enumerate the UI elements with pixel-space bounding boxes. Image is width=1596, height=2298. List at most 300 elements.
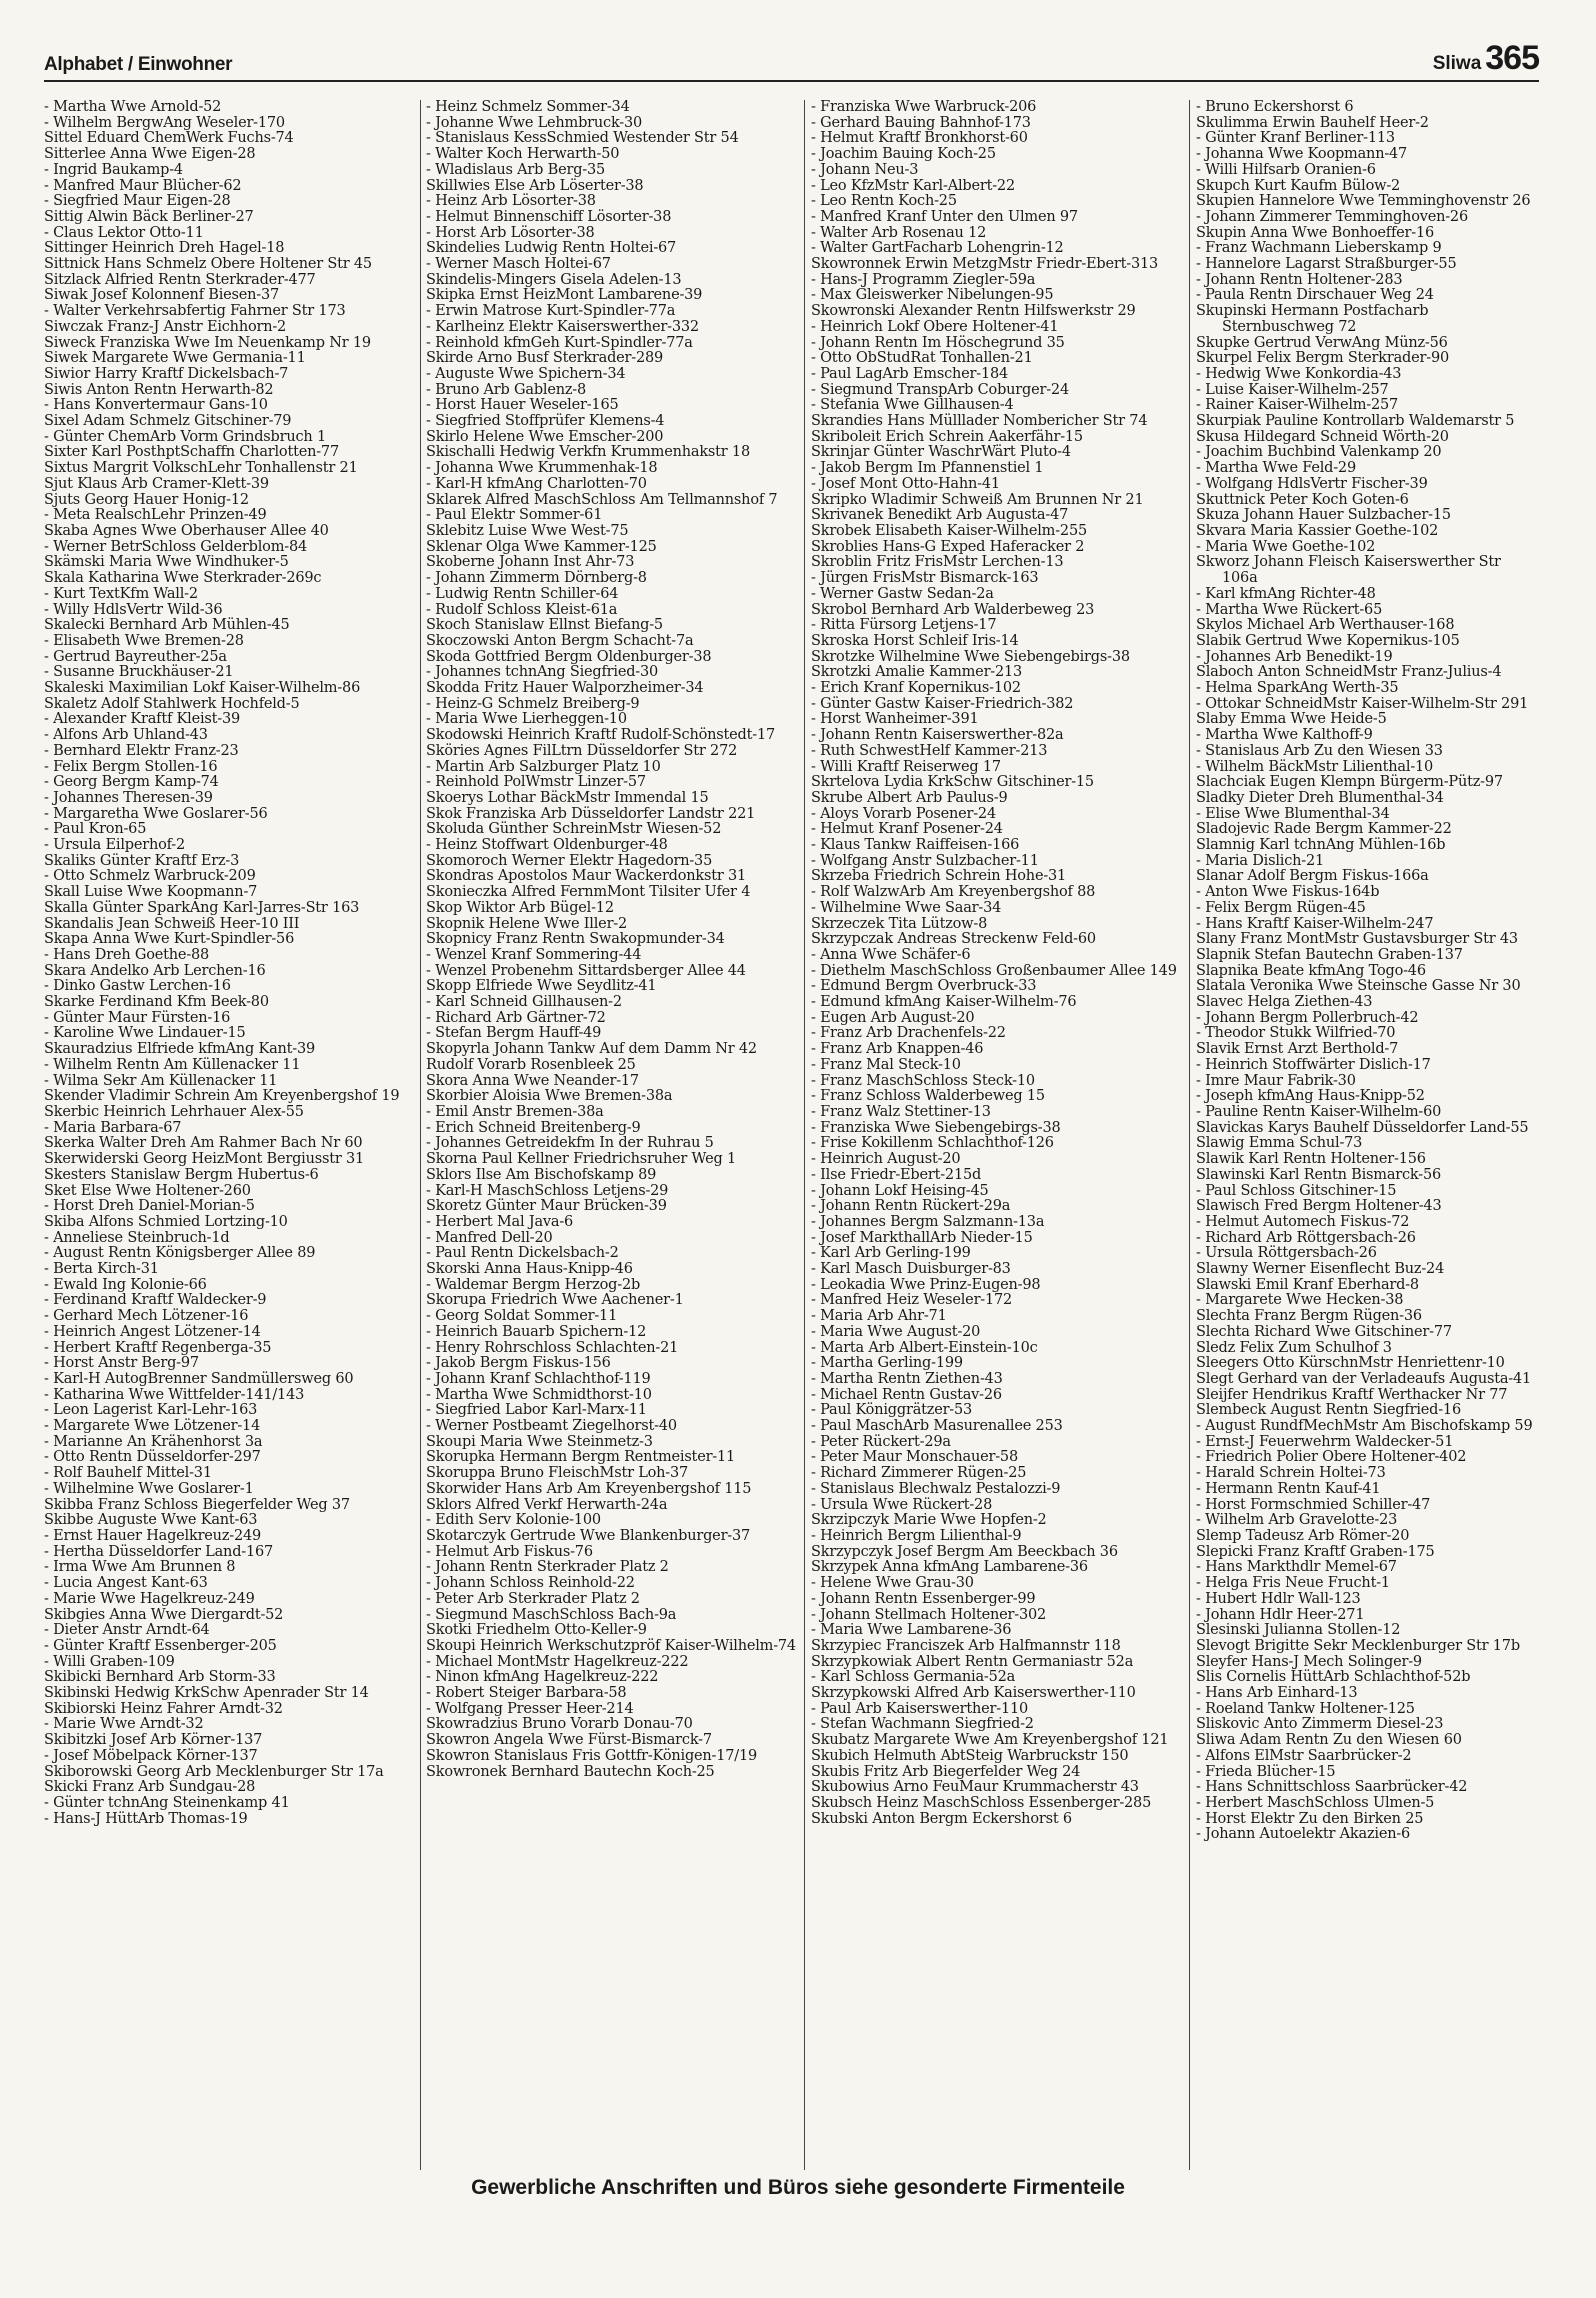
directory-entry: - Hermann Rentn Kauf-41 xyxy=(1196,1480,1381,1497)
directory-entry: Skrobek Elisabeth Kaiser-Wilhelm-255 xyxy=(811,522,1088,539)
directory-entry: - Franziska Wwe Siebengebirgs-38 xyxy=(811,1119,1061,1136)
directory-entry: Skandalis Jean Schweiß Heer-10 III xyxy=(44,915,300,932)
directory-entry: Skischalli Hedwig Verkfn Krummenhakstr 18 xyxy=(426,444,750,461)
directory-entry: - Wilma Sekr Am Küllenacker 11 xyxy=(44,1072,278,1089)
directory-entry: - Maria Wwe Lambarene-36 xyxy=(811,1622,1012,1639)
directory-entry: Skuza Johann Hauer Sulzbacher-15 xyxy=(1196,507,1451,524)
directory-entry: Slepicki Franz Kraftf Graben-175 xyxy=(1196,1543,1435,1560)
directory-entry: Slechta Richard Wwe Gitschiner-77 xyxy=(1196,1323,1452,1340)
directory-entry: - Henry Rohrschloss Schlachten-21 xyxy=(426,1339,679,1356)
directory-entry: - Karl Schneid Gillhausen-2 xyxy=(426,994,622,1011)
directory-entry: - Josef MarkthallArb Nieder-15 xyxy=(811,1229,1033,1246)
directory-entry: - Hans Arb Einhard-13 xyxy=(1196,1685,1358,1702)
directory-entry: - Karl-H MaschSchloss Letjens-29 xyxy=(426,1182,669,1199)
directory-entry: - Anna Wwe Schäfer-6 xyxy=(811,946,971,963)
directory-entry: - Franz Mal Steck-10 xyxy=(811,1056,961,1073)
directory-entry: Skibitzki Josef Arb Körner-137 xyxy=(44,1732,263,1749)
directory-entry: - Meta RealschLehr Prinzen-49 xyxy=(44,507,267,524)
directory-entry: Sklarek Alfred MaschSchloss Am Tellmannshof 7 xyxy=(426,491,778,508)
directory-entry: - Horst Wanheimer-391 xyxy=(811,711,979,728)
directory-entry: - Herbert Kraftf Regenberga-35 xyxy=(44,1339,272,1356)
directory-entry: - Reinhold PolWmstr Linzer-57 xyxy=(426,774,646,791)
directory-entry: - Werner Masch Holtei-67 xyxy=(426,256,611,273)
directory-entry: Slesinski Julianna Stollen-12 xyxy=(1196,1622,1401,1639)
directory-entry: - Stanislaus KessSchmied Westender Str 54 xyxy=(426,130,739,147)
directory-entry: - Peter Maur Monschauer-58 xyxy=(811,1449,1018,1466)
directory-entry: - Stefan Wachmann Siegfried-2 xyxy=(811,1716,1034,1733)
directory-entry: Skvara Maria Kassier Goethe-102 xyxy=(1196,522,1439,539)
directory-entry: Sleijfer Hendrikus Kraftf Werthacker Nr 77 xyxy=(1196,1386,1508,1403)
directory-entry: - Paul Schloss Gitschiner-15 xyxy=(1196,1182,1397,1199)
directory-entry: - Johann Autoelektr Akazien-6 xyxy=(1196,1826,1411,1843)
directory-entry: - Wolfgang HdlsVertr Fischer-39 xyxy=(1196,475,1428,492)
directory-entry: - Irma Wwe Am Brunnen 8 xyxy=(44,1559,236,1576)
directory-entry: - Walter GartFacharb Lohengrin-12 xyxy=(811,240,1064,257)
directory-entry: Slis Cornelis HüttArb Schlachthof-52b xyxy=(1196,1669,1471,1686)
directory-entry: - Felix Bergm Stollen-16 xyxy=(44,758,218,775)
directory-entry: - Paul Arb Kaiserswerther-110 xyxy=(811,1700,1029,1717)
directory-entry: Slegt Gerhard van der Verladeaufs Augusta-41 xyxy=(1196,1370,1532,1387)
directory-entry: - Karl-H kfmAng Charlotten-70 xyxy=(426,475,647,492)
directory-entry: - Josef Möbelpack Körner-137 xyxy=(44,1747,258,1764)
directory-entry: - Erich Kranf Kopernikus-102 xyxy=(811,680,1021,697)
directory-entry: - Johannes Theresen-39 xyxy=(44,789,213,806)
directory-entry: Skauradzius Elfriede kfmAng Kant-39 xyxy=(44,1041,316,1058)
directory-entry: - Maria Dislich-21 xyxy=(1196,852,1325,869)
directory-entry: Slabik Gertrud Wwe Kopernikus-105 xyxy=(1196,632,1460,649)
directory-entry: - Franz Schloss Walderbeweg 15 xyxy=(811,1088,1045,1105)
directory-entry: - Siegfried Labor Karl-Marx-11 xyxy=(426,1402,647,1419)
directory-entry: Skotarczyk Gertrude Wwe Blankenburger-37 xyxy=(426,1527,751,1544)
directory-entry: - Günter Maur Fürsten-16 xyxy=(44,1009,231,1026)
directory-entry: - August Rentn Königsberger Allee 89 xyxy=(44,1245,316,1262)
directory-entry: Skriboleit Erich Schrein Aakerfähr-15 xyxy=(811,428,1083,445)
directory-entry: - Johann Hdlr Heer-271 xyxy=(1196,1606,1365,1623)
directory-entry: - Anton Wwe Fiskus-164b xyxy=(1196,884,1380,901)
directory-entry: - Otto ObStudRat Tonhallen-21 xyxy=(811,350,1033,367)
directory-entry: Skibbe Auguste Wwe Kant-63 xyxy=(44,1512,258,1529)
directory-entry: - Ursula Wwe Rückert-28 xyxy=(811,1496,993,1513)
directory-entry: - Hans Kraftf Kaiser-Wilhelm-247 xyxy=(1196,915,1434,932)
directory-entry: Skoupi Heinrich Werkschutzpröf Kaiser-Wilhelm-74 xyxy=(426,1637,796,1654)
directory-entry: - Helmut Binnenschiff Lösorter-38 xyxy=(426,208,672,225)
directory-entry: - Claus Lektor Otto-11 xyxy=(44,224,204,241)
directory-entry: Skowradzius Bruno Vorarb Donau-70 xyxy=(426,1716,693,1733)
directory-entry: - Wladislaus Arb Berg-35 xyxy=(426,161,606,178)
directory-entry: - Robert Steiger Barbara-58 xyxy=(426,1685,627,1702)
directory-entry: Skerbic Heinrich Lehrhauer Alex-55 xyxy=(44,1104,304,1120)
directory-entry: - Hans Konvertermaur Gans-10 xyxy=(44,397,268,414)
directory-entry: Slevogt Brigitte Sekr Mecklenburger Str 17b xyxy=(1196,1637,1520,1654)
directory-entry: - Martha Wwe Rückert-65 xyxy=(1196,601,1383,618)
directory-entry: Skomoroch Werner Elektr Hagedorn-35 xyxy=(426,852,713,869)
directory-entry: - Karoline Wwe Lindauer-15 xyxy=(44,1025,246,1042)
directory-entry: - Johann Bergm Pollerbruch-42 xyxy=(1196,1009,1419,1026)
directory-entry: - Johann Kranf Schlachthof-119 xyxy=(426,1370,651,1387)
directory-entry: Skrzypczak Andreas Streckenw Feld-60 xyxy=(811,931,1096,948)
directory-entry: - Ingrid Baukamp-4 xyxy=(44,161,183,178)
directory-entry: Skrzeczek Tita Lützow-8 xyxy=(811,915,988,932)
directory-entry: - Franziska Wwe Warbruck-206 xyxy=(811,100,1037,115)
directory-entry: - Margarete Wwe Hecken-38 xyxy=(1196,1292,1404,1309)
directory-entry: - Josef Mont Otto-Hahn-41 xyxy=(811,475,1000,492)
directory-entry: - Johannes Arb Benedikt-19 xyxy=(1196,648,1393,665)
directory-entry: - Auguste Wwe Spichern-34 xyxy=(426,365,626,382)
directory-entry: Skusa Hildegard Schneid Wörth-20 xyxy=(1196,428,1449,445)
directory-entry: - Horst Hauer Weseler-165 xyxy=(426,397,619,414)
directory-entry: - Johannes tchnAng Siegfried-30 xyxy=(426,664,659,681)
directory-entry: Skoda Gottfried Bergm Oldenburger-38 xyxy=(426,648,712,665)
directory-entry: Sixel Adam Schmelz Gitschiner-79 xyxy=(44,413,292,430)
directory-entry: - Wolfgang Presser Heer-214 xyxy=(426,1700,634,1717)
directory-entry: Skora Anna Wwe Neander-17 xyxy=(426,1072,639,1089)
directory-entry: - Siegmund TranspArb Coburger-24 xyxy=(811,381,1069,398)
directory-entry: Skondras Apostolos Maur Wackerdonkstr 31 xyxy=(426,868,747,885)
directory-entry: Skurpel Felix Bergm Sterkrader-90 xyxy=(1196,350,1449,367)
directory-entry: Skorski Anna Haus-Knipp-46 xyxy=(426,1261,633,1278)
directory-entry: - Marie Wwe Hagelkreuz-249 xyxy=(44,1590,255,1607)
directory-entry: Sleegers Otto KürschnMstr Henriettenr-10 xyxy=(1196,1355,1505,1372)
directory-entry: - Maria Wwe Goethe-102 xyxy=(1196,538,1376,555)
directory-entry: - Frieda Blücher-15 xyxy=(1196,1763,1336,1780)
directory-entry: - Manfred Heiz Weseler-172 xyxy=(811,1292,1013,1309)
directory-entry: - Hubert Hdlr Wall-123 xyxy=(1196,1590,1361,1607)
directory-column-4 xyxy=(1196,100,1539,2170)
directory-entry: Sleyfer Hans-J Mech Solinger-9 xyxy=(1196,1653,1422,1670)
directory-entry: Skopnik Helene Wwe Iller-2 xyxy=(426,915,628,932)
directory-entry: - Imre Maur Fabrik-30 xyxy=(1196,1072,1356,1089)
directory-entry: - Wilhelm BergwAng Weseler-170 xyxy=(44,114,285,131)
directory-entry: - Klaus Tankw Raiffeisen-166 xyxy=(811,837,1020,854)
directory-entry: Slapnik Stefan Bautechn Graben-137 xyxy=(1196,946,1463,963)
directory-entry: - Ottokar SchneidMstr Kaiser-Wilhelm-Str 291 xyxy=(1196,695,1529,712)
directory-entry: - Paul Rentn Dickelsbach-2 xyxy=(426,1245,619,1262)
directory-entry: - Wilhelm Rentn Am Küllenacker 11 xyxy=(44,1056,301,1073)
directory-entry: - Karl Masch Duisburger-83 xyxy=(811,1261,1011,1278)
directory-entry: Sköries Agnes FilLtrn Düsseldorfer Str 272 xyxy=(426,742,738,759)
directory-entry: - Rolf Bauhelf Mittel-31 xyxy=(44,1465,212,1482)
directory-entry: - Karl Schloss Germania-52a xyxy=(811,1669,1016,1686)
directory-entry: - Maria Barbara-67 xyxy=(44,1119,182,1136)
directory-entry: - Rudolf Schloss Kleist-61a xyxy=(426,601,618,618)
directory-entry: - Johann Schloss Reinhold-22 xyxy=(426,1575,635,1592)
directory-entry: - Kurt TextKfm Wall-2 xyxy=(44,585,198,602)
directory-entry: Skowron Stanislaus Fris Gottfr-Königen-17/19 xyxy=(426,1747,758,1764)
directory-entry: Skipka Ernst HeizMont Lambarene-39 xyxy=(426,287,703,304)
directory-entry: - Helmut Arb Fiskus-76 xyxy=(426,1543,593,1560)
page-number: 365 xyxy=(1485,39,1539,77)
directory-entry: - Johann Rentn Holtener-283 xyxy=(1196,271,1403,288)
directory-entry: Skindelies Ludwig Rentn Holtei-67 xyxy=(426,240,677,257)
directory-entry: Skender Vladimir Schrein Am Kreyenbergshof 19 xyxy=(44,1088,400,1105)
directory-entry: - Stanislaus Blechwalz Pestalozzi-9 xyxy=(811,1480,1061,1497)
directory-entry: Skillwies Else Arb Löserter-38 xyxy=(426,177,644,194)
directory-entry: - Wenzel Kranf Sommering-44 xyxy=(426,946,642,963)
directory-entry: Skowronski Alexander Rentn Hilfswerkstr 29 xyxy=(811,303,1136,320)
directory-entry: Skworz Johann Fleisch Kaiserswerther Str 106a xyxy=(1196,554,1501,587)
directory-entry: - Gertrud Bayreuther-25a xyxy=(44,648,227,665)
directory-entry: Skalla Günter SparkAng Karl-Jarres-Str 163 xyxy=(44,899,360,916)
directory-entry: Skoruppa Bruno FleischMstr Loh-37 xyxy=(426,1465,689,1482)
directory-entry: Sitzlack Alfried Rentn Sterkrader-477 xyxy=(44,271,316,288)
directory-entry: - Hans Schnittschloss Saarbrücker-42 xyxy=(1196,1779,1468,1796)
directory-entry: - Günter Gastw Kaiser-Friedrich-382 xyxy=(811,695,1074,712)
directory-entry: - Marie Wwe Arndt-32 xyxy=(44,1716,204,1733)
directory-entry: Skibicki Bernhard Arb Storm-33 xyxy=(44,1669,276,1686)
directory-entry: - Maria Wwe August-20 xyxy=(811,1323,981,1340)
directory-entry: - Ferdinand Kraftf Waldecker-9 xyxy=(44,1292,267,1309)
directory-entry: - Siegmund MaschSchloss Bach-9a xyxy=(426,1606,677,1623)
directory-entry: Slanar Adolf Bergm Fiskus-166a xyxy=(1196,868,1429,885)
directory-entry: Skorupka Hermann Bergm Rentmeister-11 xyxy=(426,1449,736,1466)
directory-entry: - Ernst-J Feuerwehrm Waldecker-51 xyxy=(1196,1433,1454,1450)
directory-entry: Skiborowski Georg Arb Mecklenburger Str 17a xyxy=(44,1763,384,1780)
footer-note: Gewerbliche Anschriften und Büros siehe gesonderte Firmenteile xyxy=(471,2176,1125,2199)
directory-entry: Sliskovic Anto Zimmerm Diesel-23 xyxy=(1196,1716,1444,1733)
directory-entry: - Richard Arb Gärtner-72 xyxy=(426,1009,606,1026)
directory-entry: Slawig Emma Schul-73 xyxy=(1196,1135,1363,1152)
directory-entry: - Martin Arb Salzburger Platz 10 xyxy=(426,758,661,775)
directory-entry: - Hans-J HüttArb Thomas-19 xyxy=(44,1810,248,1827)
directory-entry: - Horst Anstr Berg-97 xyxy=(44,1355,199,1372)
running-head-name: Sliwa xyxy=(1432,53,1482,74)
directory-entry: - Karl-H AutogBrenner Sandmüllersweg 60 xyxy=(44,1370,354,1387)
directory-entry: - Erwin Matrose Kurt-Spindler-77a xyxy=(426,303,676,320)
directory-entry: Skindelis-Mingers Gisela Adelen-13 xyxy=(426,271,682,288)
directory-entry: - Edmund Bergm Overbruck-33 xyxy=(811,978,1037,995)
directory-entry: Skurpiak Pauline Kontrollarb Waldemarstr 5 xyxy=(1196,413,1515,430)
directory-entry: - Georg Soldat Sommer-11 xyxy=(426,1308,618,1325)
directory-entry: Skämski Maria Wwe Windhuker-5 xyxy=(44,554,289,571)
directory-entry: Slembeck August Rentn Siegfried-16 xyxy=(1196,1402,1461,1419)
directory-entry: - Horst Formschmied Schiller-47 xyxy=(1196,1496,1431,1513)
directory-entry: - Franz Wachmann Lieberskamp 9 xyxy=(1196,240,1442,257)
directory-entry: - Franz Walz Stettiner-13 xyxy=(811,1104,991,1120)
directory-entry: Skrobol Bernhard Arb Walderbeweg 23 xyxy=(811,601,1095,618)
directory-entry: - Johann Rentn Essenberger-99 xyxy=(811,1590,1036,1607)
directory-entry: Skorupa Friedrich Wwe Aachener-1 xyxy=(426,1292,684,1309)
directory-entry: Skaleski Maximilian Lokf Kaiser-Wilhelm-86 xyxy=(44,680,361,697)
directory-entry: - Wilhelmine Wwe Goslarer-1 xyxy=(44,1480,254,1497)
directory-entry: Skara Andelko Arb Lerchen-16 xyxy=(44,962,266,979)
directory-entry: - Eugen Arb August-20 xyxy=(811,1009,975,1026)
directory-entry: - Heinrich August-20 xyxy=(811,1151,961,1168)
directory-entry: Sklebitz Luise Wwe West-75 xyxy=(426,522,629,539)
directory-entry: - Joseph kfmAng Haus-Knipp-52 xyxy=(1196,1088,1425,1105)
directory-entry: - Leo Rentn Koch-25 xyxy=(811,193,957,210)
directory-entry: - Ruth SchwestHelf Kammer-213 xyxy=(811,742,1048,759)
directory-entry: Sjuts Georg Hauer Honig-12 xyxy=(44,491,249,508)
page-header xyxy=(44,36,1539,82)
directory-entry: - Heinrich Bauarb Spichern-12 xyxy=(426,1323,647,1340)
directory-entry: - Paul MaschArb Masurenallee 253 xyxy=(811,1418,1063,1435)
directory-entry: - Stefania Wwe Gillhausen-4 xyxy=(811,397,1014,414)
directory-entry: - Martha Rentn Ziethen-43 xyxy=(811,1370,1003,1387)
directory-entry: - Diethelm MaschSchloss Großenbaumer Allee 149 xyxy=(811,962,1177,979)
directory-entry: Skrzipczyk Marie Wwe Hopfen-2 xyxy=(811,1512,1047,1529)
directory-entry: - Johannes Getreidekfm In der Ruhrau 5 xyxy=(426,1135,714,1152)
directory-entry: Skalecki Bernhard Arb Mühlen-45 xyxy=(44,617,290,634)
directory-entry: - Edith Serv Kolonie-100 xyxy=(426,1512,601,1529)
directory-entry: Skrinjar Günter WaschrWärt Pluto-4 xyxy=(811,444,1071,461)
directory-entry: Skopnicy Franz Rentn Swakopmunder-34 xyxy=(426,931,725,948)
directory-entry: - Johann Lokf Heising-45 xyxy=(811,1182,989,1199)
directory-entry: Skupien Hannelore Wwe Temminghovenstr 26 xyxy=(1196,193,1531,210)
directory-entry: - Ilse Friedr-Ebert-215d xyxy=(811,1166,982,1183)
directory-entry: - Johann Zimmerm Dörnberg-8 xyxy=(426,570,647,587)
directory-entry: Skiba Alfons Schmied Lortzing-10 xyxy=(44,1213,288,1230)
directory-entry: - Heinz Arb Lösorter-38 xyxy=(426,193,596,210)
directory-entry: Skrzypczyk Josef Bergm Am Beeckbach 36 xyxy=(811,1543,1118,1560)
directory-entry: - Hans-J Programm Ziegler-59a xyxy=(811,271,1036,288)
directory-entry: Siwak Josef Kolonnenf Biesen-37 xyxy=(44,287,280,304)
directory-entry: Slawski Emil Kranf Eberhard-8 xyxy=(1196,1276,1419,1293)
directory-entry: - Maria Wwe Lierheggen-10 xyxy=(426,711,627,728)
directory-entry: - Johanna Wwe Koopmann-47 xyxy=(1196,146,1408,163)
directory-entry: Rudolf Vorarb Rosenbleek 25 xyxy=(426,1056,636,1073)
directory-entry: Skowronek Bernhard Bautechn Koch-25 xyxy=(426,1763,715,1780)
directory-entry: Siweck Franziska Wwe Im Neuenkamp Nr 19 xyxy=(44,334,371,351)
directory-entry: - Peter Arb Sterkrader Platz 2 xyxy=(426,1590,640,1607)
directory-entry: Skoch Stanislaw Ellnst Biefang-5 xyxy=(426,617,663,634)
directory-entry: - Elise Wwe Blumenthal-34 xyxy=(1196,805,1390,822)
directory-entry: - Katharina Wwe Wittfelder-141/143 xyxy=(44,1386,305,1403)
directory-entry: Skirde Arno Busf Sterkrader-289 xyxy=(426,350,664,367)
directory-entry: Skicki Franz Arb Sundgau-28 xyxy=(44,1779,256,1796)
directory-entry: Skrzypek Anna kfmAng Lambarene-36 xyxy=(811,1559,1088,1576)
directory-entry: Skorna Paul Kellner Friedrichsruher Weg 1 xyxy=(426,1151,736,1168)
directory-entry: Skirlo Helene Wwe Emscher-200 xyxy=(426,428,664,445)
directory-entry: - Helmut Kranf Posener-24 xyxy=(811,821,1003,838)
directory-entry: - Hertha Düsseldorfer Land-167 xyxy=(44,1543,274,1560)
directory-entry: Sittnick Hans Schmelz Obere Holtener Str 45 xyxy=(44,256,372,273)
directory-entry: - Hans Markthdlr Memel-67 xyxy=(1196,1559,1397,1576)
directory-entry: - Johann Rentn Kaiserswerther-82a xyxy=(811,727,1064,744)
directory-entry: Slemp Tadeusz Arb Römer-20 xyxy=(1196,1527,1410,1544)
directory-entry: Skrandies Hans Mülllader Nombericher Str 74 xyxy=(811,413,1148,430)
directory-entry: - Richard Zimmerer Rügen-25 xyxy=(811,1465,1027,1482)
directory-entry: Slawisch Fred Bergm Holtener-43 xyxy=(1196,1198,1442,1215)
directory-entry: - Martha Wwe Arnold-52 xyxy=(44,100,222,115)
directory-entry: Sklors Ilse Am Bischofskamp 89 xyxy=(426,1166,657,1183)
directory-entry: - Heinz-G Schmelz Breiberg-9 xyxy=(426,695,640,712)
directory-entry: - Manfred Dell-20 xyxy=(426,1229,553,1246)
directory-entry: Skarke Ferdinand Kfm Beek-80 xyxy=(44,994,269,1011)
directory-entry: - Ursula Eilperhof-2 xyxy=(44,837,186,854)
directory-entry: - Willi Graben-109 xyxy=(44,1653,175,1670)
directory-entry: - Friedrich Polier Obere Holtener-402 xyxy=(1196,1449,1467,1466)
directory-entry: - Ernst Hauer Hagelkreuz-249 xyxy=(44,1527,262,1544)
directory-entry: - Horst Arb Lösorter-38 xyxy=(426,224,595,241)
directory-entry: - Johannes Bergm Salzmann-13a xyxy=(811,1213,1045,1230)
directory-entry: - Bernhard Elektr Franz-23 xyxy=(44,742,239,759)
directory-entry: - Heinrich Angest Lötzener-14 xyxy=(44,1323,261,1340)
column-divider xyxy=(420,100,421,2170)
directory-entry: - Susanne Bruckhäuser-21 xyxy=(44,664,234,681)
directory-entry: - Georg Bergm Kamp-74 xyxy=(44,774,219,791)
directory-entry: Slawinski Karl Rentn Bismarck-56 xyxy=(1196,1166,1442,1183)
directory-entry: - Walter Koch Herwarth-50 xyxy=(426,146,620,163)
directory-entry: - Harald Schrein Holtei-73 xyxy=(1196,1465,1386,1482)
directory-entry: Skerka Walter Dreh Am Rahmer Bach Nr 60 xyxy=(44,1135,363,1152)
directory-entry: Skopyrla Johann Tankw Auf dem Damm Nr 42 xyxy=(426,1041,757,1058)
directory-entry: Skonieczka Alfred FernmMont Tilsiter Ufer 4 xyxy=(426,884,751,901)
directory-entry: - Ursula Röttgersbach-26 xyxy=(1196,1245,1377,1262)
directory-entry: - Karlheinz Elektr Kaiserswerther-332 xyxy=(426,318,699,335)
directory-entry: Skripko Wladimir Schweiß Am Brunnen Nr 21 xyxy=(811,491,1144,508)
directory-entry: Siwis Anton Rentn Herwarth-82 xyxy=(44,381,274,398)
directory-entry: - Roeland Tankw Holtener-125 xyxy=(1196,1700,1415,1717)
directory-entry: - Paul Elektr Sommer-61 xyxy=(426,507,603,524)
directory-entry: Skorbier Aloisia Wwe Bremen-38a xyxy=(426,1088,673,1105)
directory-entry: Sklors Alfred Verkf Herwarth-24a xyxy=(426,1496,668,1513)
directory-entry: Skrotzki Amalie Kammer-213 xyxy=(811,664,1023,681)
directory-entry: - Gerhard Mech Lötzener-16 xyxy=(44,1308,249,1325)
directory-entry: - Wilhelm BäckMstr Lilienthal-10 xyxy=(1196,758,1434,775)
directory-entry: Slaby Emma Wwe Heide-5 xyxy=(1196,711,1387,728)
directory-entry: Sklenar Olga Wwe Kammer-125 xyxy=(426,538,657,555)
directory-entry: Slechta Franz Bergm Rügen-36 xyxy=(1196,1308,1422,1325)
directory-entry: Skrube Albert Arb Paulus-9 xyxy=(811,789,1008,806)
directory-entry: - Luise Kaiser-Wilhelm-257 xyxy=(1196,381,1389,398)
directory-entry: - Wolfgang Anstr Sulzbacher-11 xyxy=(811,852,1039,869)
directory-entry: - Berta Kirch-31 xyxy=(44,1261,159,1278)
directory-entry: Sittig Alwin Bäck Berliner-27 xyxy=(44,208,254,225)
directory-entry: - Margaretha Wwe Goslarer-56 xyxy=(44,805,268,822)
directory-entry: Sket Else Wwe Holtener-260 xyxy=(44,1182,251,1199)
directory-entry: - Helma SparkAng Werth-35 xyxy=(1196,680,1399,697)
directory-entry: - Lucia Angest Kant-63 xyxy=(44,1575,208,1592)
directory-entry: - Michael Rentn Gustav-26 xyxy=(811,1386,1002,1403)
directory-entry: - Emil Anstr Bremen-38a xyxy=(426,1104,604,1120)
directory-entry: Skibba Franz Schloss Biegerfelder Weg 37 xyxy=(44,1496,350,1513)
directory-entry: - Waldemar Bergm Herzog-2b xyxy=(426,1276,641,1293)
directory-entry: - Dinko Gastw Lerchen-16 xyxy=(44,978,231,995)
directory-entry: Skrotzke Wilhelmine Wwe Siebengebirgs-38 xyxy=(811,648,1130,665)
directory-entry: - Franz Arb Drachenfels-22 xyxy=(811,1025,1006,1042)
directory-entry: Skowronnek Erwin MetzgMstr Friedr-Ebert-313 xyxy=(811,256,1159,273)
directory-entry: Skubowius Arno FeuMaur Krummacherstr 43 xyxy=(811,1779,1139,1796)
directory-entry: - Günter tchnAng Steinenkamp 41 xyxy=(44,1794,290,1811)
directory-entry: Skubsch Heinz MaschSchloss Essenberger-285 xyxy=(811,1794,1152,1811)
directory-entry: - Johann Neu-3 xyxy=(811,161,919,178)
directory-entry: Skotki Friedhelm Otto-Keller-9 xyxy=(426,1622,647,1639)
directory-entry: Skroblin Fritz FrisMstr Lerchen-13 xyxy=(811,554,1064,571)
directory-entry: - Johanna Wwe Krummenhak-18 xyxy=(426,460,658,477)
directory-entry: Skuttnick Peter Koch Goten-6 xyxy=(1196,491,1409,508)
directory-entry: - Horst Dreh Daniel-Morian-5 xyxy=(44,1198,255,1215)
directory-entry: - Dieter Anstr Arndt-64 xyxy=(44,1622,210,1639)
directory-entry: - Herbert Mal Java-6 xyxy=(426,1213,574,1230)
directory-entry: - Edmund kfmAng Kaiser-Wilhelm-76 xyxy=(811,994,1077,1011)
directory-entry: - Herbert MaschSchloss Ulmen-5 xyxy=(1196,1794,1435,1811)
directory-entry: - Helmut Kraftf Bronkhorst-60 xyxy=(811,130,1028,147)
directory-entry: - Wilhelmine Wwe Saar-34 xyxy=(811,899,1002,916)
directory-entry: - Peter Rückert-29a xyxy=(811,1433,951,1450)
directory-entry: Sladojevic Rade Bergm Kammer-22 xyxy=(1196,821,1452,838)
directory-entry: - Siegfried Maur Eigen-28 xyxy=(44,193,231,210)
directory-entry: - Martha Gerling-199 xyxy=(811,1355,963,1372)
directory-entry: - Werner Postbeamt Ziegelhorst-40 xyxy=(426,1418,677,1435)
directory-entry: - Hedwig Wwe Konkordia-43 xyxy=(1196,365,1402,382)
directory-entry: - Leon Lagerist Karl-Lehr-163 xyxy=(44,1402,258,1419)
directory-entry: Skroska Horst Schleif Iris-14 xyxy=(811,632,1019,649)
directory-entry: - Willi Hilfsarb Oranien-6 xyxy=(1196,161,1376,178)
directory-entry: Slaboch Anton SchneidMstr Franz-Julius-4 xyxy=(1196,664,1502,681)
directory-entry: Sixter Karl PosthptSchaffn Charlotten-77 xyxy=(44,444,339,461)
directory-entry: - Helene Wwe Grau-30 xyxy=(811,1575,974,1592)
directory-entry: Skaletz Adolf Stahlwerk Hochfeld-5 xyxy=(44,695,300,712)
